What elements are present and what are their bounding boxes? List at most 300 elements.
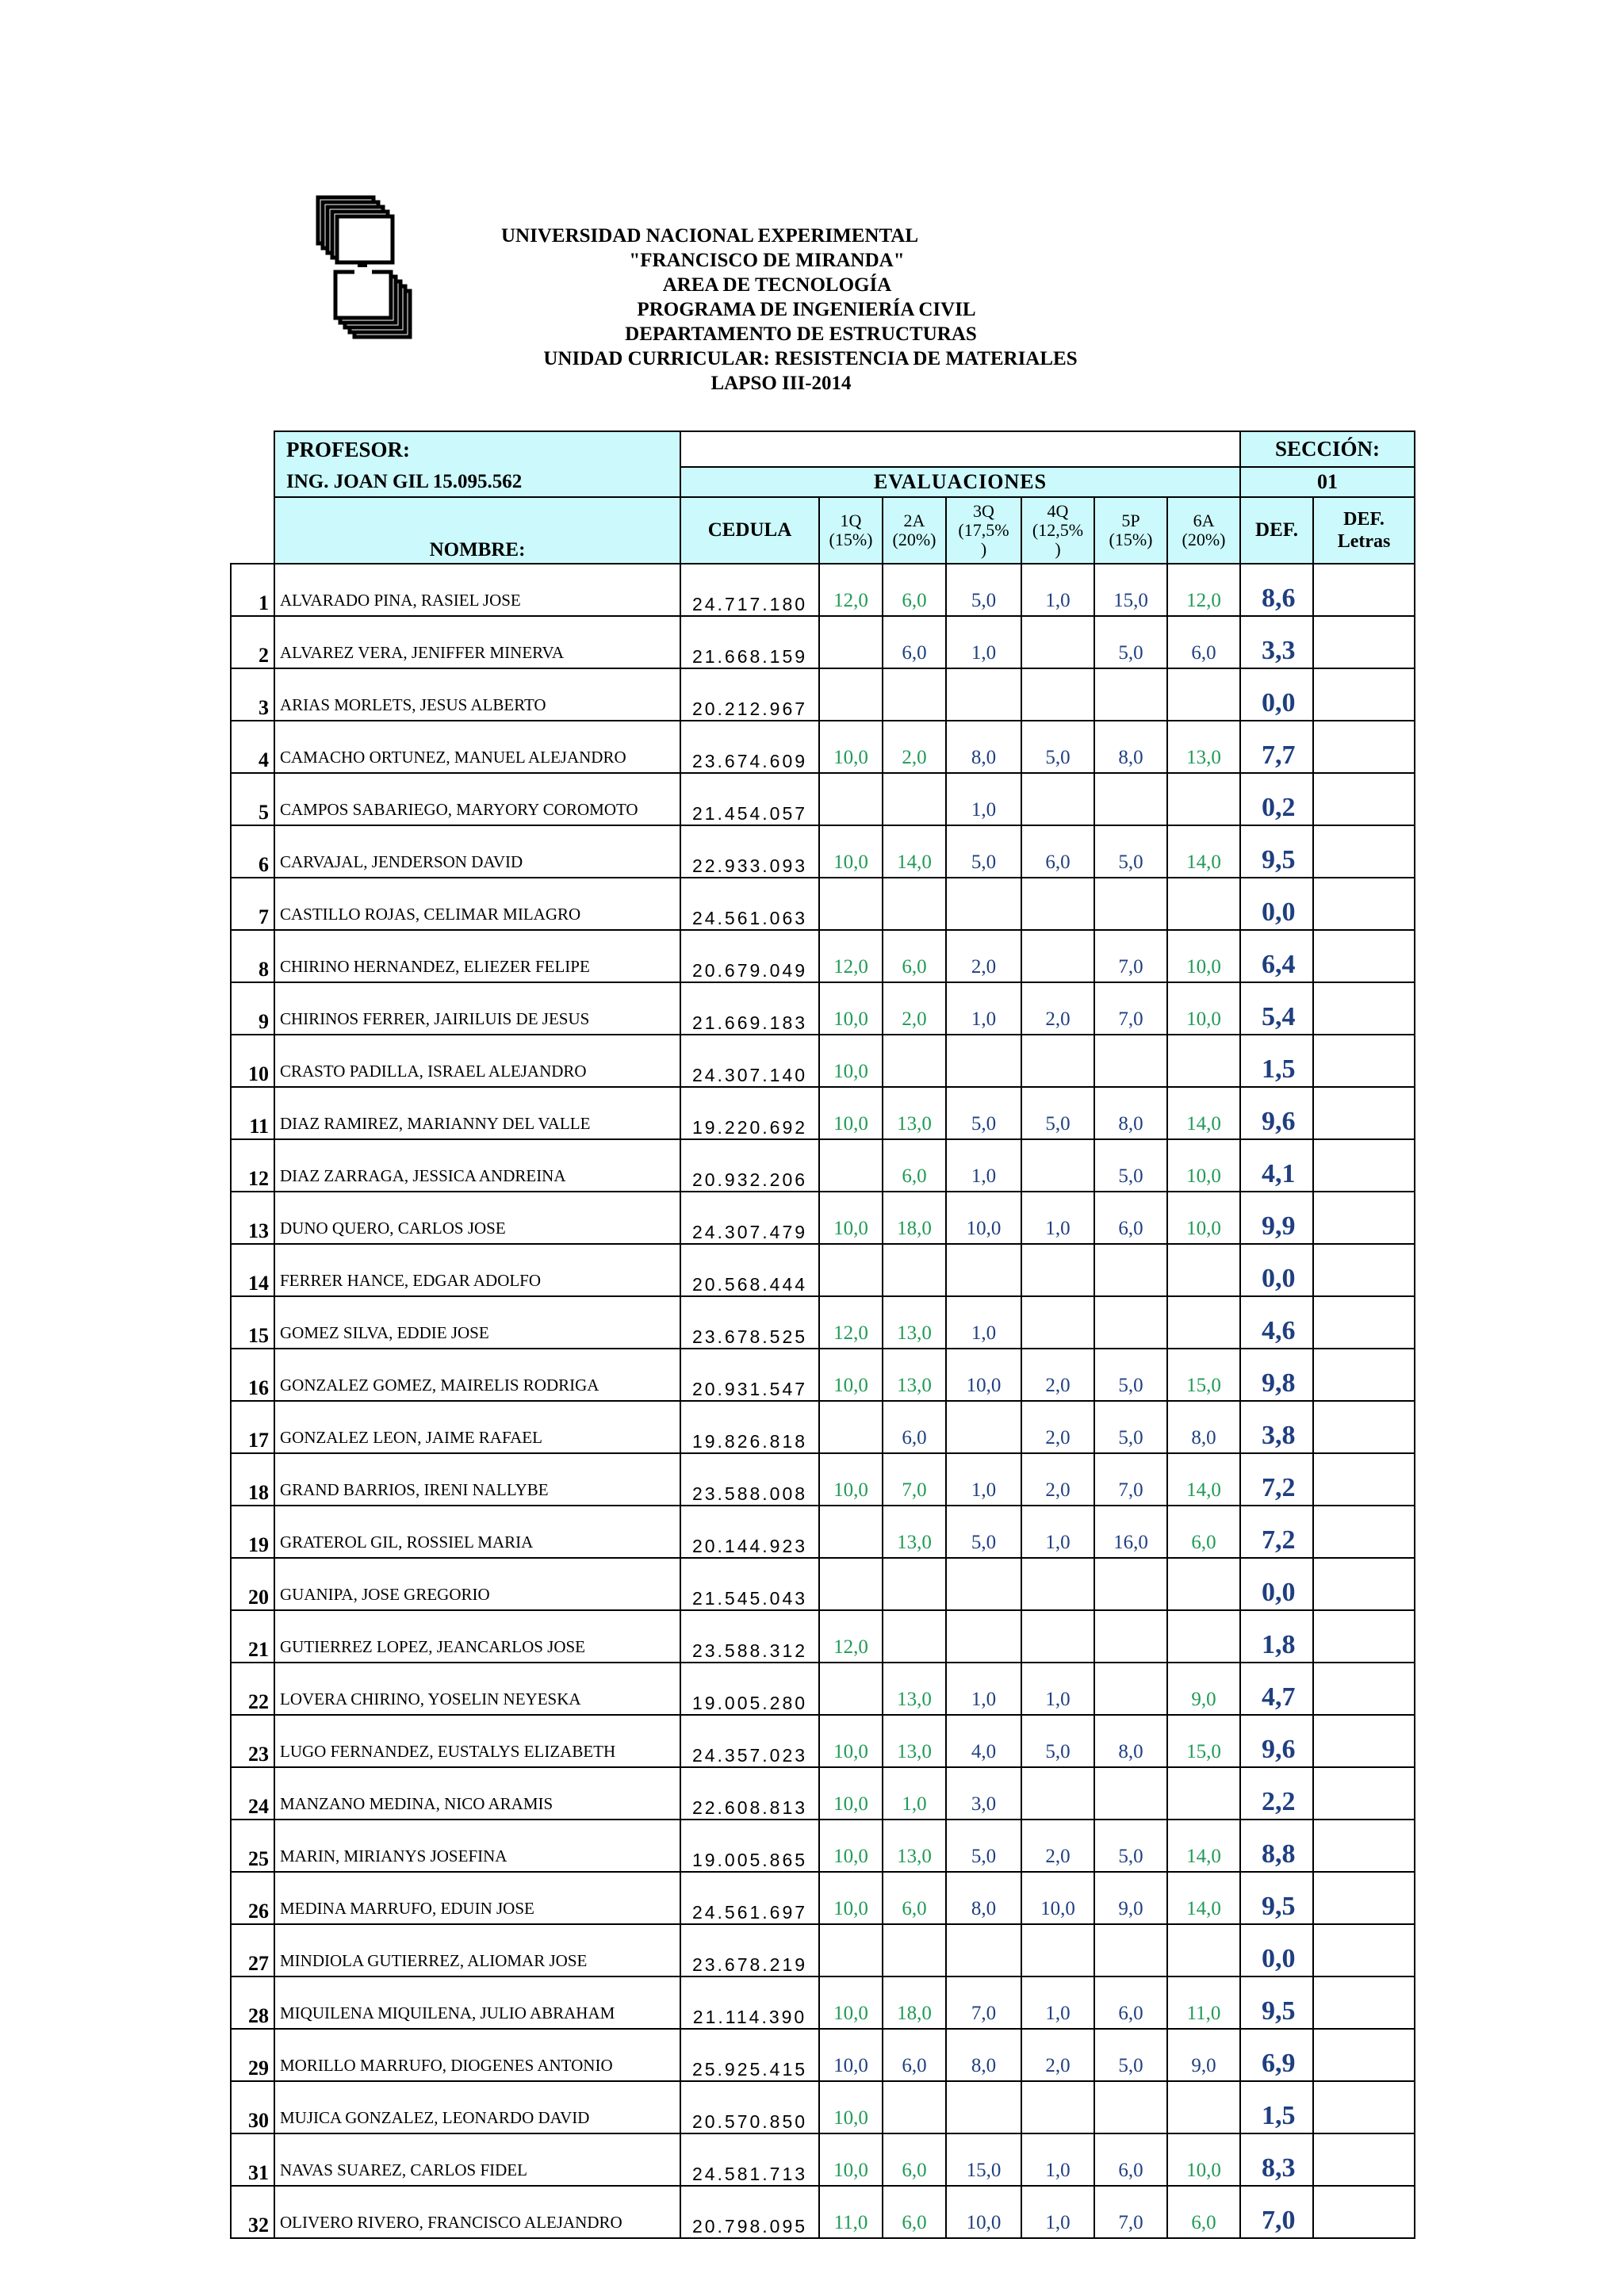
- grade-2a: 6,0: [883, 616, 946, 668]
- table-row: [231, 1663, 1415, 1715]
- final-grade: 8,3: [1240, 2133, 1313, 2186]
- final-grade-letters: [1313, 1610, 1415, 1663]
- student-cedula: 20.570.850: [680, 2081, 819, 2133]
- student-cedula: 23.678.219: [680, 1924, 819, 1976]
- grade-2a: 1,0: [883, 1767, 946, 1820]
- student-cedula: 23.674.609: [680, 721, 819, 773]
- grade-1q: [819, 773, 883, 825]
- student-cedula: 20.144.923: [680, 1506, 819, 1558]
- grade-4q: 1,0: [1021, 1663, 1094, 1715]
- row-number: 23: [231, 1715, 274, 1767]
- grade-1q: [819, 1139, 883, 1192]
- row-number: 8: [231, 930, 274, 982]
- grade-5p: 5,0: [1094, 1820, 1167, 1872]
- grade-2a: 6,0: [883, 2133, 946, 2186]
- student-name: MARIN, MIRIANYS JOSEFINA: [274, 1820, 680, 1872]
- grade-6a: 13,0: [1167, 721, 1240, 773]
- student-cedula: 24.561.697: [680, 1872, 819, 1924]
- grade-1q: 12,0: [819, 1296, 883, 1349]
- grade-6a: 14,0: [1167, 1453, 1240, 1506]
- grade-5p: 6,0: [1094, 1192, 1167, 1244]
- row-number: 16: [231, 1349, 274, 1401]
- grade-3q: 8,0: [946, 2029, 1021, 2081]
- grade-4q: [1021, 773, 1094, 825]
- table-row: [231, 1924, 1415, 1976]
- final-grade: 2,2: [1240, 1767, 1313, 1820]
- student-name: MANZANO MEDINA, NICO ARAMIS: [274, 1767, 680, 1820]
- grade-3q: [946, 878, 1021, 930]
- grade-3q: [946, 1035, 1021, 1087]
- grade-3q: 5,0: [946, 1820, 1021, 1872]
- grade-3q: 7,0: [946, 1976, 1021, 2029]
- student-name: ALVAREZ VERA, JENIFFER MINERVA: [274, 616, 680, 668]
- grade-2a: 2,0: [883, 721, 946, 773]
- final-grade-letters: [1313, 1035, 1415, 1087]
- student-cedula: 23.588.312: [680, 1610, 819, 1663]
- final-grade-letters: [1313, 721, 1415, 773]
- table-row: [231, 1715, 1415, 1767]
- grade-4q: 5,0: [1021, 1715, 1094, 1767]
- table-row: [231, 1192, 1415, 1244]
- grade-4q: 6,0: [1021, 825, 1094, 878]
- grade-2a: [883, 1610, 946, 1663]
- grade-2a: 6,0: [883, 1401, 946, 1453]
- grade-4q: [1021, 878, 1094, 930]
- grade-6a: 8,0: [1167, 1401, 1240, 1453]
- profesor-name: ING. JOAN GIL 15.095.562: [274, 467, 680, 497]
- grade-1q: [819, 1506, 883, 1558]
- grade-6a: [1167, 773, 1240, 825]
- grade-6a: 10,0: [1167, 982, 1240, 1035]
- grade-3q: 5,0: [946, 1087, 1021, 1139]
- grade-2a: 13,0: [883, 1087, 946, 1139]
- grade-4q: [1021, 1244, 1094, 1296]
- header-line-university: UNIVERSIDAD NACIONAL EXPERIMENTAL: [501, 225, 918, 247]
- grade-5p: 7,0: [1094, 930, 1167, 982]
- grade-5p: 5,0: [1094, 1139, 1167, 1192]
- student-cedula: 21.454.057: [680, 773, 819, 825]
- grade-4q: 2,0: [1021, 1820, 1094, 1872]
- row-number: 2: [231, 616, 274, 668]
- final-grade-letters: [1313, 668, 1415, 721]
- grade-3q: [946, 2081, 1021, 2133]
- grade-2a: [883, 2081, 946, 2133]
- eval-header-5p: 5P (15%): [1094, 497, 1167, 564]
- grade-6a: 6,0: [1167, 616, 1240, 668]
- student-cedula: 24.581.713: [680, 2133, 819, 2186]
- grade-4q: 2,0: [1021, 982, 1094, 1035]
- grade-6a: 10,0: [1167, 1139, 1240, 1192]
- student-name: DIAZ ZARRAGA, JESSICA ANDREINA: [274, 1139, 680, 1192]
- grade-6a: [1167, 2081, 1240, 2133]
- table-row: [231, 1401, 1415, 1453]
- student-cedula: 19.005.865: [680, 1820, 819, 1872]
- document-header: [357, 224, 1348, 396]
- grade-3q: 5,0: [946, 564, 1021, 616]
- grade-3q: 1,0: [946, 1663, 1021, 1715]
- grade-2a: 14,0: [883, 825, 946, 878]
- grade-5p: 15,0: [1094, 564, 1167, 616]
- grade-5p: [1094, 1035, 1167, 1087]
- grade-1q: [819, 1401, 883, 1453]
- grade-2a: 7,0: [883, 1453, 946, 1506]
- grade-4q: 1,0: [1021, 2186, 1094, 2238]
- final-grade: 3,8: [1240, 1401, 1313, 1453]
- grade-2a: 18,0: [883, 1976, 946, 2029]
- table-row: [231, 2133, 1415, 2186]
- final-grade: 1,8: [1240, 1610, 1313, 1663]
- table-row: [231, 2186, 1415, 2238]
- grade-5p: 5,0: [1094, 1349, 1167, 1401]
- grade-4q: [1021, 1558, 1094, 1610]
- grade-1q: 10,0: [819, 1767, 883, 1820]
- grade-4q: [1021, 1296, 1094, 1349]
- table-row: [231, 982, 1415, 1035]
- grade-4q: [1021, 1610, 1094, 1663]
- grade-4q: 1,0: [1021, 1506, 1094, 1558]
- grade-6a: 14,0: [1167, 825, 1240, 878]
- grade-5p: [1094, 1663, 1167, 1715]
- grade-4q: 5,0: [1021, 1087, 1094, 1139]
- profesor-label: PROFESOR:: [274, 431, 680, 467]
- grade-2a: [883, 773, 946, 825]
- grade-2a: 6,0: [883, 1872, 946, 1924]
- final-grade: 9,5: [1240, 825, 1313, 878]
- grade-3q: 1,0: [946, 616, 1021, 668]
- def-letras-label: DEF. Letras: [1313, 497, 1415, 564]
- grade-5p: [1094, 1244, 1167, 1296]
- grade-4q: [1021, 616, 1094, 668]
- grade-3q: 8,0: [946, 1872, 1021, 1924]
- student-name: CHIRINOS FERRER, JAIRILUIS DE JESUS: [274, 982, 680, 1035]
- grade-5p: 5,0: [1094, 825, 1167, 878]
- row-number: 17: [231, 1401, 274, 1453]
- header-line-program: PROGRAMA DE INGENIERÍA CIVIL: [637, 299, 976, 320]
- student-cedula: 24.717.180: [680, 564, 819, 616]
- final-grade: 8,8: [1240, 1820, 1313, 1872]
- final-grade: 4,7: [1240, 1663, 1313, 1715]
- student-name: NAVAS SUAREZ, CARLOS FIDEL: [274, 2133, 680, 2186]
- grade-5p: 6,0: [1094, 1976, 1167, 2029]
- student-cedula: 19.826.818: [680, 1401, 819, 1453]
- grade-6a: [1167, 1924, 1240, 1976]
- row-number: 28: [231, 1976, 274, 2029]
- row-number: 5: [231, 773, 274, 825]
- row-number: 31: [231, 2133, 274, 2186]
- header-line-area: AREA DE TECNOLOGÍA: [662, 274, 892, 296]
- evaluaciones-label: EVALUACIONES: [680, 467, 1240, 497]
- eval-header-6a: 6A (20%): [1167, 497, 1240, 564]
- final-grade-letters: [1313, 1087, 1415, 1139]
- student-cedula: 23.678.525: [680, 1296, 819, 1349]
- student-cedula: 20.212.967: [680, 668, 819, 721]
- grade-1q: 10,0: [819, 2029, 883, 2081]
- final-grade: 5,4: [1240, 982, 1313, 1035]
- student-cedula: 24.357.023: [680, 1715, 819, 1767]
- grade-6a: 15,0: [1167, 1349, 1240, 1401]
- student-cedula: 21.114.390: [680, 1976, 819, 2029]
- student-cedula: 22.608.813: [680, 1767, 819, 1820]
- grade-4q: [1021, 1767, 1094, 1820]
- grade-1q: 10,0: [819, 2081, 883, 2133]
- final-grade: 0,0: [1240, 1244, 1313, 1296]
- grade-1q: 10,0: [819, 1715, 883, 1767]
- grade-3q: [946, 1924, 1021, 1976]
- grade-5p: [1094, 773, 1167, 825]
- grade-1q: 12,0: [819, 930, 883, 982]
- table-row: [231, 1244, 1415, 1296]
- student-name: MIQUILENA MIQUILENA, JULIO ABRAHAM: [274, 1976, 680, 2029]
- grade-5p: 16,0: [1094, 1506, 1167, 1558]
- grade-2a: [883, 668, 946, 721]
- table-row: [231, 564, 1415, 616]
- final-grade-letters: [1313, 1767, 1415, 1820]
- final-grade-letters: [1313, 1244, 1415, 1296]
- final-grade: 8,6: [1240, 564, 1313, 616]
- eval-header-2a: 2A (20%): [883, 497, 946, 564]
- grade-3q: [946, 1558, 1021, 1610]
- row-number: 30: [231, 2081, 274, 2133]
- student-name: DIAZ RAMIREZ, MARIANNY DEL VALLE: [274, 1087, 680, 1139]
- student-cedula: 21.669.183: [680, 982, 819, 1035]
- student-name: GRAND BARRIOS, IRENI NALLYBE: [274, 1453, 680, 1506]
- student-grades-table: [230, 563, 1415, 2239]
- row-number: 1: [231, 564, 274, 616]
- final-grade-letters: [1313, 616, 1415, 668]
- final-grade: 7,7: [1240, 721, 1313, 773]
- row-number: 11: [231, 1087, 274, 1139]
- grade-1q: [819, 668, 883, 721]
- grade-2a: 6,0: [883, 564, 946, 616]
- grade-4q: [1021, 1035, 1094, 1087]
- row-number: 6: [231, 825, 274, 878]
- final-grade-letters: [1313, 1872, 1415, 1924]
- grade-3q: 1,0: [946, 1296, 1021, 1349]
- grade-5p: 5,0: [1094, 616, 1167, 668]
- grade-2a: 13,0: [883, 1820, 946, 1872]
- grade-6a: 10,0: [1167, 930, 1240, 982]
- grade-1q: 10,0: [819, 1192, 883, 1244]
- header-line-course: UNIDAD CURRICULAR: RESISTENCIA DE MATERIALES: [543, 348, 1078, 369]
- row-number: 18: [231, 1453, 274, 1506]
- student-name: CRASTO PADILLA, ISRAEL ALEJANDRO: [274, 1035, 680, 1087]
- eval-header-4q: 4Q (12,5% ): [1021, 497, 1094, 564]
- grade-3q: 3,0: [946, 1767, 1021, 1820]
- header-line-department: DEPARTAMENTO DE ESTRUCTURAS: [625, 323, 977, 345]
- table-row: [231, 1872, 1415, 1924]
- student-cedula: 25.925.415: [680, 2029, 819, 2081]
- table-row: [231, 721, 1415, 773]
- final-grade-letters: [1313, 1558, 1415, 1610]
- student-name: CASTILLO ROJAS, CELIMAR MILAGRO: [274, 878, 680, 930]
- seccion-value: 01: [1240, 467, 1415, 497]
- final-grade-letters: [1313, 1401, 1415, 1453]
- grade-3q: 10,0: [946, 2186, 1021, 2238]
- grade-1q: 10,0: [819, 825, 883, 878]
- grade-3q: 15,0: [946, 2133, 1021, 2186]
- table-row: [231, 1976, 1415, 2029]
- grade-2a: 6,0: [883, 1139, 946, 1192]
- table-row: [231, 1610, 1415, 1663]
- grade-6a: 14,0: [1167, 1820, 1240, 1872]
- student-cedula: 20.798.095: [680, 2186, 819, 2238]
- grade-5p: [1094, 1924, 1167, 1976]
- grade-1q: 10,0: [819, 1976, 883, 2029]
- row-number: 27: [231, 1924, 274, 1976]
- table-row: [231, 2029, 1415, 2081]
- final-grade-letters: [1313, 1820, 1415, 1872]
- final-grade-letters: [1313, 2133, 1415, 2186]
- grade-5p: 8,0: [1094, 1087, 1167, 1139]
- final-grade-letters: [1313, 1296, 1415, 1349]
- grade-6a: 11,0: [1167, 1976, 1240, 2029]
- grade-5p: [1094, 1296, 1167, 1349]
- grade-2a: 18,0: [883, 1192, 946, 1244]
- grade-1q: 12,0: [819, 1610, 883, 1663]
- student-name: GONZALEZ GOMEZ, MAIRELIS RODRIGA: [274, 1349, 680, 1401]
- student-cedula: 19.005.280: [680, 1663, 819, 1715]
- final-grade-letters: [1313, 1506, 1415, 1558]
- grade-1q: 10,0: [819, 2133, 883, 2186]
- student-cedula: 19.220.692: [680, 1087, 819, 1139]
- final-grade-letters: [1313, 1139, 1415, 1192]
- table-row: [231, 1349, 1415, 1401]
- grade-5p: 8,0: [1094, 721, 1167, 773]
- grade-6a: [1167, 1767, 1240, 1820]
- row-number: 21: [231, 1610, 274, 1663]
- grade-4q: [1021, 930, 1094, 982]
- grade-4q: 1,0: [1021, 1192, 1094, 1244]
- cedula-label: CEDULA: [680, 497, 819, 564]
- table-row: [231, 616, 1415, 668]
- header-line-period: LAPSO III-2014: [710, 373, 852, 394]
- table-row: [231, 1139, 1415, 1192]
- table-row: [231, 930, 1415, 982]
- final-grade-letters: [1313, 773, 1415, 825]
- final-grade: 7,0: [1240, 2186, 1313, 2238]
- grade-3q: 4,0: [946, 1715, 1021, 1767]
- final-grade: 0,2: [1240, 773, 1313, 825]
- grade-3q: 1,0: [946, 982, 1021, 1035]
- final-grade-letters: [1313, 1453, 1415, 1506]
- final-grade-letters: [1313, 2186, 1415, 2238]
- grade-1q: [819, 878, 883, 930]
- student-name: GOMEZ SILVA, EDDIE JOSE: [274, 1296, 680, 1349]
- row-number: 24: [231, 1767, 274, 1820]
- student-cedula: 24.561.063: [680, 878, 819, 930]
- grade-1q: [819, 1558, 883, 1610]
- grade-6a: 9,0: [1167, 1663, 1240, 1715]
- grade-4q: [1021, 668, 1094, 721]
- final-grade: 4,6: [1240, 1296, 1313, 1349]
- grade-1q: [819, 1244, 883, 1296]
- grade-2a: [883, 1244, 946, 1296]
- table-row: [231, 2081, 1415, 2133]
- grade-3q: 2,0: [946, 930, 1021, 982]
- course-info-table: [274, 430, 1415, 564]
- grade-6a: 10,0: [1167, 1192, 1240, 1244]
- final-grade: 6,9: [1240, 2029, 1313, 2081]
- grade-3q: 1,0: [946, 1139, 1021, 1192]
- final-grade-letters: [1313, 1715, 1415, 1767]
- grade-2a: [883, 878, 946, 930]
- student-name: MORILLO MARRUFO, DIOGENES ANTONIO: [274, 2029, 680, 2081]
- table-row: [231, 878, 1415, 930]
- grade-4q: 2,0: [1021, 1401, 1094, 1453]
- student-name: GRATEROL GIL, ROSSIEL MARIA: [274, 1506, 680, 1558]
- student-cedula: 21.668.159: [680, 616, 819, 668]
- row-number: 20: [231, 1558, 274, 1610]
- student-name: MEDINA MARRUFO, EDUIN JOSE: [274, 1872, 680, 1924]
- seccion-label: SECCIÓN:: [1240, 431, 1415, 467]
- grade-1q: 10,0: [819, 1453, 883, 1506]
- row-number: 7: [231, 878, 274, 930]
- grade-2a: [883, 1558, 946, 1610]
- grade-2a: 13,0: [883, 1715, 946, 1767]
- student-cedula: 22.933.093: [680, 825, 819, 878]
- eval-header-3q: 3Q (17,5% ): [946, 497, 1021, 564]
- grade-4q: 2,0: [1021, 1453, 1094, 1506]
- student-name: CARVAJAL, JENDERSON DAVID: [274, 825, 680, 878]
- student-cedula: 24.307.479: [680, 1192, 819, 1244]
- grade-6a: 14,0: [1167, 1872, 1240, 1924]
- grade-1q: [819, 1663, 883, 1715]
- grade-6a: 14,0: [1167, 1087, 1240, 1139]
- grade-2a: 13,0: [883, 1296, 946, 1349]
- grade-1q: 12,0: [819, 564, 883, 616]
- final-grade-letters: [1313, 1924, 1415, 1976]
- student-name: CAMPOS SABARIEGO, MARYORY COROMOTO: [274, 773, 680, 825]
- student-name: MUJICA GONZALEZ, LEONARDO DAVID: [274, 2081, 680, 2133]
- student-name: ALVARADO PINA, RASIEL JOSE: [274, 564, 680, 616]
- grade-2a: 6,0: [883, 930, 946, 982]
- student-cedula: 20.679.049: [680, 930, 819, 982]
- final-grade: 1,5: [1240, 1035, 1313, 1087]
- grade-5p: [1094, 1767, 1167, 1820]
- final-grade-letters: [1313, 564, 1415, 616]
- grade-2a: [883, 1924, 946, 1976]
- grade-6a: [1167, 1610, 1240, 1663]
- grade-5p: [1094, 1558, 1167, 1610]
- final-grade: 0,0: [1240, 668, 1313, 721]
- grade-1q: 10,0: [819, 982, 883, 1035]
- student-name: LOVERA CHIRINO, YOSELIN NEYESKA: [274, 1663, 680, 1715]
- grade-1q: [819, 1924, 883, 1976]
- final-grade: 1,5: [1240, 2081, 1313, 2133]
- final-grade-letters: [1313, 930, 1415, 982]
- table-row: [231, 1558, 1415, 1610]
- grade-5p: 7,0: [1094, 982, 1167, 1035]
- grade-3q: 5,0: [946, 825, 1021, 878]
- row-number: 26: [231, 1872, 274, 1924]
- final-grade: 0,0: [1240, 878, 1313, 930]
- grade-3q: [946, 668, 1021, 721]
- nombre-label: NOMBRE:: [274, 497, 680, 564]
- grade-6a: [1167, 1558, 1240, 1610]
- grade-3q: 5,0: [946, 1506, 1021, 1558]
- row-number: 3: [231, 668, 274, 721]
- table-row: [231, 1506, 1415, 1558]
- grade-1q: [819, 616, 883, 668]
- grade-5p: 7,0: [1094, 2186, 1167, 2238]
- grade-3q: [946, 1610, 1021, 1663]
- final-grade: 9,5: [1240, 1872, 1313, 1924]
- student-name: GONZALEZ LEON, JAIME RAFAEL: [274, 1401, 680, 1453]
- eval-header-1q: 1Q (15%): [819, 497, 883, 564]
- grade-4q: [1021, 1139, 1094, 1192]
- final-grade: 9,9: [1240, 1192, 1313, 1244]
- grade-2a: 13,0: [883, 1349, 946, 1401]
